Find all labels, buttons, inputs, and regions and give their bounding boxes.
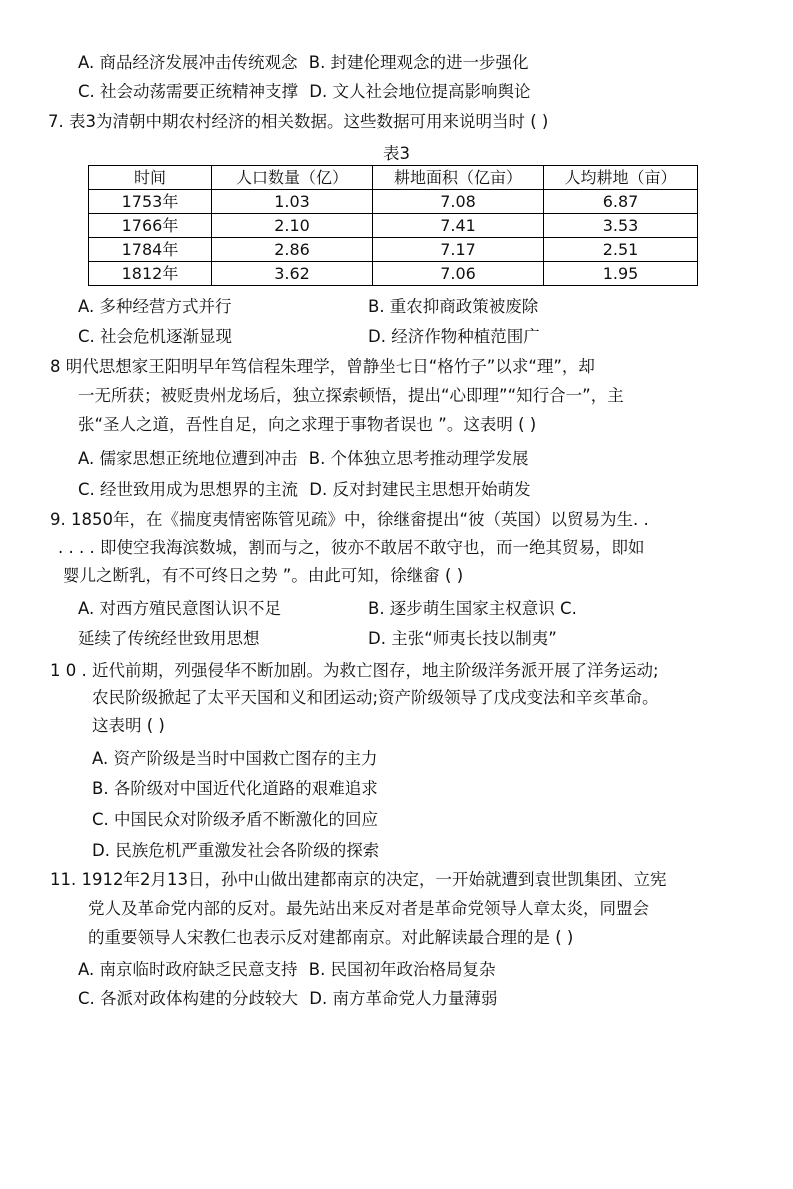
q6-option-c: C. 社会动荡需要正统精神支撑 xyxy=(78,82,299,101)
q9-option-a: A. 对西方殖民意图认识不足 xyxy=(78,599,281,618)
q9-option-d: D. 主张“师夷长技以制夷” xyxy=(368,629,557,648)
q11-option-c: C. 各派对政体构建的分歧较大 xyxy=(78,989,299,1008)
q8-option-c: C. 经世致用成为思想界的主流 xyxy=(78,480,299,499)
q9-option-c: 延续了传统经世致用思想 xyxy=(78,629,260,648)
q6-option-b: B. 封建伦理观念的进一步强化 xyxy=(308,53,529,72)
q6-options-row2 xyxy=(78,81,530,103)
q8-options-row1 xyxy=(78,448,529,470)
table-cell: 6.87 xyxy=(544,190,698,214)
q9-stem-line2: . . . . 即使空我海滨数城，割而与之，彼亦不敢居不敢守也，而一绝其贸易，即如 xyxy=(58,538,645,557)
q7-stem: 7. 表3为清朝中期农村经济的相关数据。这些数据可用来说明当时 ( ) xyxy=(48,112,549,131)
q10-option-d: D. 民族危机严重激发社会各阶级的探索 xyxy=(92,841,380,860)
q11-option-b: B. 民国初年政治格局复杂 xyxy=(308,960,496,979)
table-cell: 3.53 xyxy=(544,214,698,238)
q6-option-d: D. 文人社会地位提高影响舆论 xyxy=(309,82,531,101)
table-header-cell: 人均耕地（亩） xyxy=(544,166,698,190)
table-cell: 1.95 xyxy=(544,262,698,286)
table-header-cell: 耕地面积（亿亩） xyxy=(373,166,544,190)
table-cell: 2.51 xyxy=(544,238,698,262)
q10-stem-line2: 农民阶级掀起了太平天国和义和团运动;资产阶级领导了戊戌变法和辛亥革命。 xyxy=(92,688,659,707)
table-cell: 1766年 xyxy=(89,214,212,238)
table-cell: 7.17 xyxy=(373,238,544,262)
q10-option-a: A. 资产阶级是当时中国救亡图存的主力 xyxy=(92,749,378,768)
table-header-cell: 时间 xyxy=(89,166,212,190)
q7-option-b: B. 重农抑商政策被废除 xyxy=(368,297,539,316)
table-row xyxy=(89,190,698,214)
q7-option-d: D. 经济作物种植范围广 xyxy=(368,327,540,346)
q9-stem-line1: 9. 1850年，在《揣度夷情密陈管见疏》中，徐继畲提出“彼（英国）以贸易为生. . xyxy=(50,510,649,529)
table-cell: 1753年 xyxy=(89,190,212,214)
q6-option-a: A. 商品经济发展冲击传统观念 xyxy=(78,53,298,72)
q7-option-a: A. 多种经营方式并行 xyxy=(78,297,232,316)
population-farmland-table xyxy=(88,165,698,286)
table-header-row xyxy=(89,166,698,190)
table-cell: 1812年 xyxy=(89,262,212,286)
table-caption: 表3 xyxy=(383,144,410,163)
q11-stem-line2: 党人及革命党内部的反对。最先站出来反对者是革命党领导人章太炎，同盟会 xyxy=(88,899,649,918)
table-cell: 1784年 xyxy=(89,238,212,262)
table-cell: 7.08 xyxy=(373,190,544,214)
q10-option-c: C. 中国民众对阶级矛盾不断激化的回应 xyxy=(92,810,379,829)
q8-option-b: B. 个体独立思考推动理学发展 xyxy=(308,449,529,468)
table-cell: 2.86 xyxy=(212,238,373,262)
q10-option-b: B. 各阶级对中国近代化道路的艰难追求 xyxy=(92,779,378,798)
q11-options-row1 xyxy=(78,959,496,981)
table-row xyxy=(89,214,698,238)
q11-stem-line3: 的重要领导人宋教仁也表示反对建都南京。对此解读最合理的是 ( ) xyxy=(88,928,574,947)
q9-option-b: B. 逐步萌生国家主权意识 C. xyxy=(368,599,577,618)
q6-options-row1 xyxy=(78,52,529,74)
q11-option-d: D. 南方革命党人力量薄弱 xyxy=(309,989,498,1008)
q8-stem-line2: 一无所获；被贬贵州龙场后，独立探索顿悟，提出“心即理”“知行合一”，主 xyxy=(78,386,624,405)
q9-stem-line3: 婴儿之断乳，有不可终日之势 ”。由此可知，徐继畲 ( ) xyxy=(63,566,464,585)
q11-options-row2 xyxy=(78,988,497,1010)
table-cell: 7.06 xyxy=(373,262,544,286)
q11-stem-line1: 11. 1912年2月13日，孙中山做出建都南京的决定，一开始就遭到袁世凯集团、立宪 xyxy=(50,870,667,889)
q8-stem-line1: 8 明代思想家王阳明早年笃信程朱理学，曾静坐七日“格竹子”以求“理”，却 xyxy=(50,357,595,376)
q8-stem-line3: 张“圣人之道，吾性自足，向之求理于事物者误也 ”。这表明 ( ) xyxy=(78,415,537,434)
q7-option-c: C. 社会危机逐渐显现 xyxy=(78,327,233,346)
q10-stem-line3: 这表明 ( ) xyxy=(92,716,165,735)
q11-option-a: A. 南京临时政府缺乏民意支持 xyxy=(78,960,298,979)
q8-options-row2 xyxy=(78,479,530,501)
table-cell: 3.62 xyxy=(212,262,373,286)
q10-stem-line1: 1 0 . 近代前期，列强侵华不断加剧。为救亡图存，地主阶级洋务派开展了洋务运动; xyxy=(50,661,659,680)
q8-option-a: A. 儒家思想正统地位遭到冲击 xyxy=(78,449,298,468)
table-row xyxy=(89,262,698,286)
table-cell: 2.10 xyxy=(212,214,373,238)
table-cell: 1.03 xyxy=(212,190,373,214)
q8-option-d: D. 反对封建民主思想开始萌发 xyxy=(309,480,531,499)
table-row xyxy=(89,238,698,262)
table-cell: 7.41 xyxy=(373,214,544,238)
table-header-cell: 人口数量（亿） xyxy=(212,166,373,190)
